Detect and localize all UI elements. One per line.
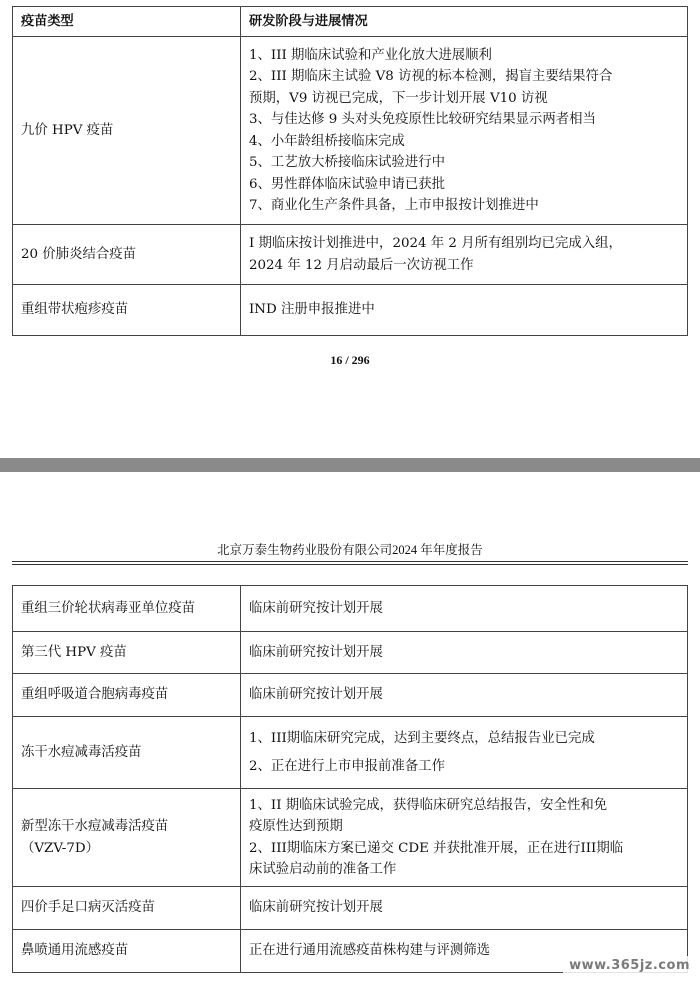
progress-cell: [241, 37, 688, 225]
progress-cell: [241, 674, 688, 717]
vaccine-name: （VZV-7D）: [21, 840, 99, 856]
header-vaccine-type: 疫苗类型: [13, 7, 241, 37]
table-row: [13, 225, 688, 285]
progress-cell: [241, 632, 688, 674]
report-header: 北京万泰生物药业股份有限公司2024 年年度报告: [12, 540, 688, 562]
vaccine-name: 重组呼吸道合胞病毒疫苗: [21, 687, 169, 703]
page-separator: [0, 458, 700, 472]
vaccine-name-cell: [13, 586, 241, 632]
progress-line: 临床前研究按计划开展: [249, 900, 383, 916]
watermark-text: www.365jz.com: [563, 956, 696, 975]
table-row: [13, 285, 688, 336]
vaccine-name: 重组三价轮状病毒亚单位疫苗: [21, 600, 196, 616]
table-row: [13, 887, 688, 930]
vaccine-name-cell: 重组带状疱疹疫苗: [13, 285, 241, 336]
progress-cell: [241, 285, 688, 336]
vaccine-name-cell: [13, 674, 241, 717]
table-row: [13, 586, 688, 632]
vaccine-name: 冻干水痘减毒活疫苗: [21, 744, 142, 760]
vaccine-name: 新型冻干水痘减毒活疫苗: [21, 819, 169, 834]
vaccine-name-cell: 九价 HPV 疫苗: [13, 37, 241, 225]
table-row: [13, 632, 688, 674]
page-number: 16 / 296: [330, 353, 370, 367]
progress-cell: [241, 887, 688, 930]
progress-line: 临床前研究按计划开展: [249, 600, 383, 616]
vaccine-name-cell: [13, 887, 241, 930]
vaccine-name: 四价手足口病灭活疫苗: [21, 900, 155, 916]
vaccine-name-cell: [13, 789, 241, 887]
vaccine-name-cell: [13, 930, 241, 973]
progress-line: 3、与佳达修 9 头对头免疫原性比较研究结果显示两者相当: [249, 112, 596, 127]
progress-cell: [241, 225, 688, 285]
progress-line: 临床前研究按计划开展: [249, 687, 383, 703]
table-row: [13, 674, 688, 717]
table-row: [13, 789, 688, 887]
progress-line: 1、III 期临床试验和产业化放大进展顺利: [249, 47, 492, 63]
vaccine-name: 第三代 HPV 疫苗: [21, 644, 127, 660]
progress-line: 2、正在进行上市申报前准备工作: [249, 758, 445, 774]
progress-cell: [241, 586, 688, 632]
progress-line: 2024 年 12 月启动最后一次访视工作: [249, 257, 474, 273]
progress-line: 1、III期临床研究完成，达到主要终点，总结报告业已完成: [249, 731, 595, 746]
progress-cell: [241, 789, 688, 887]
progress-line: IND 注册申报推进中: [249, 302, 375, 318]
table-header-row: [13, 7, 688, 37]
header-progress: 研发阶段与进展情况: [241, 7, 688, 37]
progress-line: 5、工艺放大桥接临床试验进行中: [249, 155, 445, 170]
progress-line: 2、III 期临床主试验 V8 访视的标本检测，揭盲主要结果符合: [249, 69, 613, 84]
progress-line: 2、III期临床方案已递交 CDE 并获批准开展，正在进行III期临: [249, 840, 624, 856]
progress-line: 床试验启动前的准备工作: [249, 862, 397, 877]
progress-line: I 期临床按计划推进中，2024 年 2 月所有组别均已完成入组，: [249, 236, 622, 251]
vaccine-name-cell: [13, 717, 241, 789]
table-row: [13, 717, 688, 789]
progress-line: 疫原性达到预期: [249, 819, 343, 834]
vaccine-progress-table-bottom: [12, 585, 688, 973]
progress-line: 临床前研究按计划开展: [249, 644, 383, 660]
vaccine-progress-table-top: [12, 6, 688, 336]
progress-cell: [241, 717, 688, 789]
progress-line: 预期，V9 访视已完成，下一步计划开展 V10 访视: [249, 90, 548, 106]
progress-line: 1、II 期临床试验完成，获得临床研究总结报告，安全性和免: [249, 797, 608, 813]
vaccine-name-cell: [13, 632, 241, 674]
table-row: [13, 37, 688, 225]
progress-line: 正在进行通用流感疫苗株构建与评测筛选: [249, 943, 491, 959]
progress-line: 6、男性群体临床试验申请已获批: [249, 176, 445, 192]
progress-line: 7、商业化生产条件具备，上市申报按计划推进中: [249, 198, 539, 213]
progress-line: 4、小年龄组桥接临床完成: [249, 133, 405, 149]
vaccine-name: 鼻喷通用流感疫苗: [21, 943, 129, 959]
vaccine-name-cell: 20 价肺炎结合疫苗: [13, 225, 241, 285]
